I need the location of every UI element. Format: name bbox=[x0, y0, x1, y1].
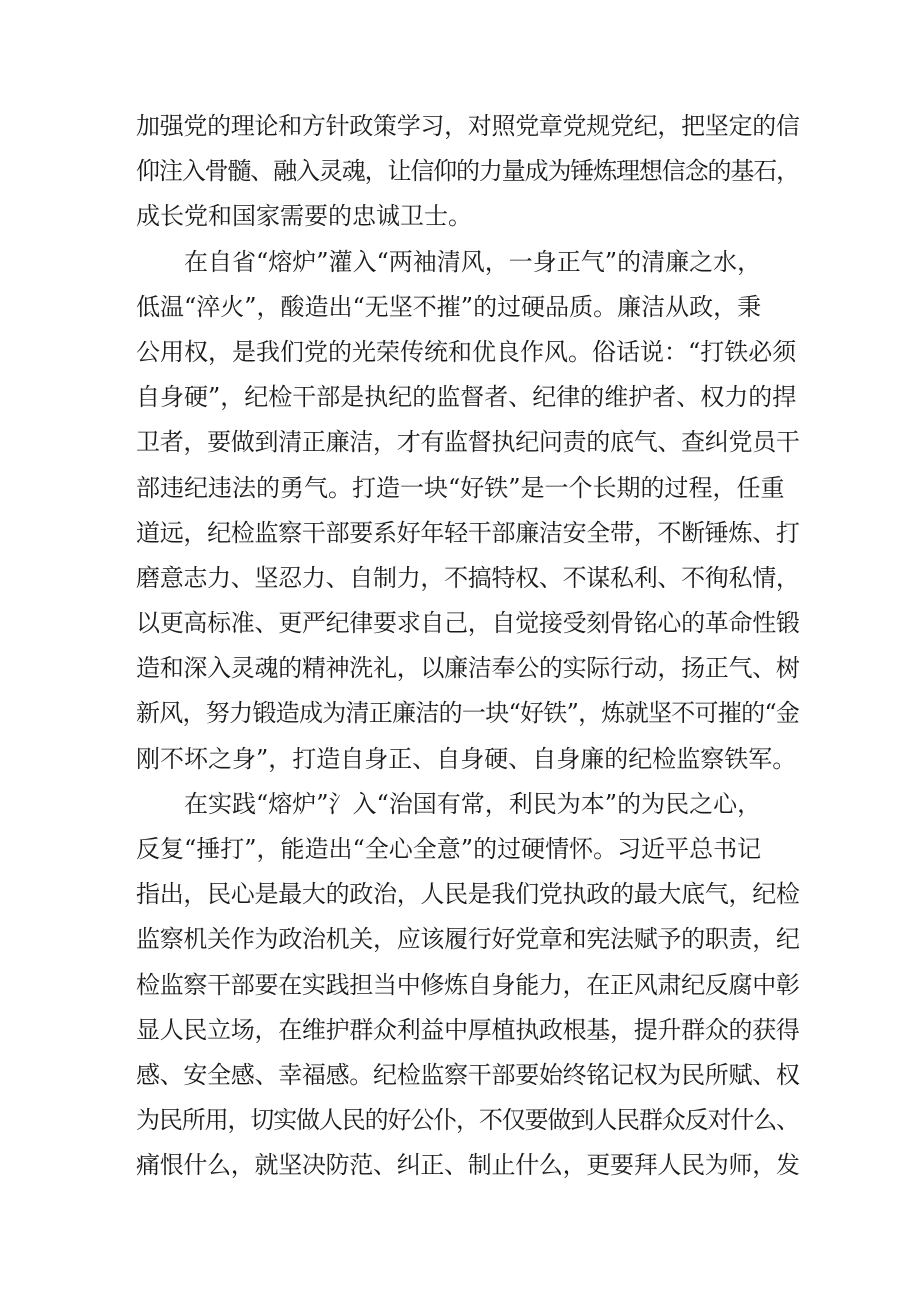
text-line: 成长党和国家需要的忠诚卫士。 bbox=[136, 202, 472, 231]
text-line: 刚不坏之身”，打造自身正、自身硬、自身廉的纪检监察铁军。 bbox=[136, 744, 797, 773]
text-line: 反复“捶打”，能造出“全心全意”的过硬情怀。习近平总书记 bbox=[136, 835, 762, 863]
text-line: 监察机关作为政治机关，应该履行好党章和宪法赋予的职责，纪 bbox=[136, 925, 800, 954]
text-line: 自身硬”，纪检干部是执纪的监督者、纪律的维护者、权力的捍 bbox=[136, 383, 797, 412]
text-line: 以更高标准、更严纪律要求自己，自觉接受刻骨铭心的革命性锻 bbox=[136, 609, 800, 638]
text-line: 感、安全感、幸福感。纪检监察干部要始终铭记权为民所赋、权 bbox=[136, 1060, 800, 1089]
text-line: 部违纪违法的勇气。打造一块“好铁”是一个长期的过程，任重 bbox=[136, 473, 785, 502]
text-line: 新风，努力锻造成为清正廉洁的一块“好铁”，炼就坚不可摧的“金 bbox=[136, 699, 800, 728]
document-body bbox=[136, 104, 800, 1189]
text-line: 加强党的理论和方针政策学习，对照党章党规党纪，把坚定的信 bbox=[136, 112, 800, 140]
text-line: 造和深入灵魂的精神洗礼，以廉洁奉公的实际行动，扬正气、树 bbox=[136, 654, 800, 683]
text-line: 痛恨什么，就坚决防范、纠正、制止什么，更要拜人民为师，发 bbox=[136, 1151, 800, 1180]
text-line: 低温“淬火”，酸造出“无坚不摧”的过硬品质。廉洁从政，秉 bbox=[136, 292, 762, 321]
text-line: 指出，民心是最大的政治，人民是我们党执政的最大底气，纪检 bbox=[136, 880, 800, 909]
paragraph-first-line: 在自省“熔炉”灌入“两袖清风，一身正气”的清廉之水， bbox=[184, 247, 762, 276]
text-line: 公用权，是我们党的光荣传统和优良作风。俗话说：“打铁必须 bbox=[136, 337, 797, 366]
text-line: 磨意志力、坚忍力、自制力，不搞特权、不谋私利、不徇私情， bbox=[136, 563, 800, 592]
text-line: 显人民立场，在维护群众利益中厚植执政根基，提升群众的获得 bbox=[136, 1015, 800, 1044]
text-line: 检监察干部要在实践担当中修炼自身能力，在正风肃纪反腐中彰 bbox=[136, 970, 800, 999]
text-line: 卫者，要做到清正廉洁，才有监督执纪问责的底气、查纠党员干 bbox=[136, 428, 800, 457]
text-line: 道远，纪检监察干部要系好年轻干部廉洁安全带，不断锤炼、打 bbox=[136, 518, 800, 547]
text-line: 为民所用，切实做人民的好公仆，不仅要做到人民群众反对什么、 bbox=[136, 1106, 799, 1135]
text-line: 仰注入骨髓、融入灵魂，让信仰的力量成为锤炼理想信念的基石， bbox=[136, 157, 799, 186]
paragraph-first-line: 在实践“熔炉”氵入“治国有常，利民为本”的为民之心， bbox=[184, 789, 762, 818]
